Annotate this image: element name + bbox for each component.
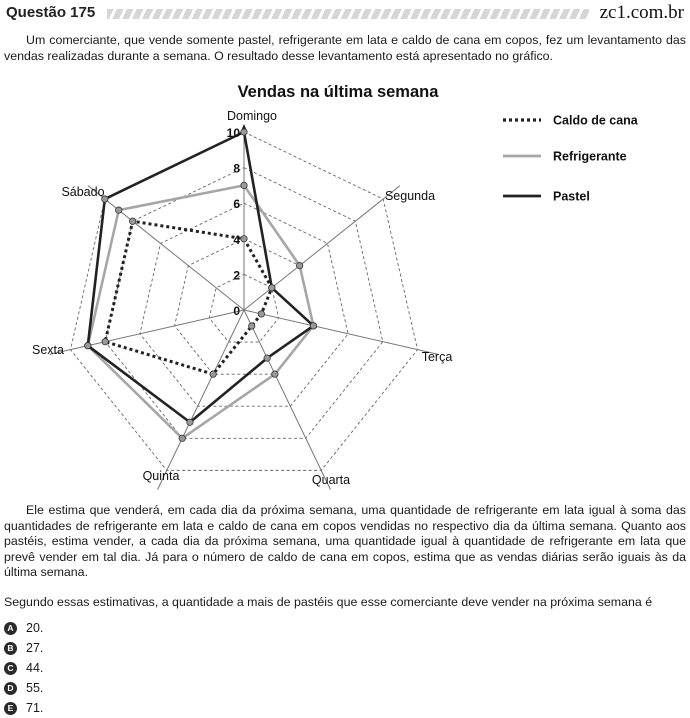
legend-label-refrigerante: Refrigerante xyxy=(553,149,627,164)
option-d-text: 55. xyxy=(26,681,44,695)
estimate-text: Ele estima que venderá, em cada dia da próxima semana, uma quantidade de refrigerante em lata igual à soma das quantidades de refrigerante em lata e caldo de cana em copos vendidas no respectivo dia da última semana. Quanto aos pastéis, estima vender, a cada dia da próxima semana, uma quantidade igual à quantidade de refrigerante em lata que prevê vender em tal dia. Já para o número de caldo de cana em copos, estima que as vendas diárias serão iguais às da última semana. xyxy=(4,503,686,580)
axis-segunda xyxy=(244,186,400,310)
option-e-text: 71. xyxy=(26,701,44,715)
tick-label-2: 2 xyxy=(233,268,240,283)
point-caldo-de-cana-terça xyxy=(258,311,264,317)
axis-sexta xyxy=(50,310,244,354)
point-caldo-de-cana-sexta xyxy=(102,338,108,344)
category-label-sexta: Sexta xyxy=(32,343,64,357)
option-b-badge: B xyxy=(4,642,17,655)
series-caldo-de-cana xyxy=(105,221,272,374)
tick-label-8: 8 xyxy=(233,161,240,176)
legend-label-caldo-de-cana: Caldo de cana xyxy=(553,113,638,128)
category-label-segunda: Segunda xyxy=(384,189,436,203)
tick-label-6: 6 xyxy=(233,197,240,212)
axis-quarta xyxy=(244,310,330,490)
option-d[interactable] xyxy=(4,678,43,698)
tick-label-0: 0 xyxy=(233,304,240,318)
option-d-badge: D xyxy=(4,682,17,695)
option-c-badge: C xyxy=(4,662,17,675)
legend-label-pastel: Pastel xyxy=(553,189,590,204)
point-pastel-terça xyxy=(310,323,316,329)
point-caldo-de-cana-quinta xyxy=(210,371,216,377)
point-refrigerante-quarta xyxy=(272,371,278,377)
header-stripe xyxy=(107,9,589,19)
category-label-domingo: Domingo xyxy=(226,109,278,123)
point-pastel-segunda xyxy=(269,285,275,291)
category-label-quarta: Quarta xyxy=(311,473,351,487)
point-pastel-quinta xyxy=(187,419,193,425)
question-header xyxy=(4,2,686,24)
option-c[interactable] xyxy=(4,658,43,678)
option-e[interactable] xyxy=(4,698,43,718)
option-b-text: 27. xyxy=(26,641,44,655)
axis-quinta xyxy=(158,310,244,490)
point-refrigerante-quinta xyxy=(179,435,185,441)
tick-label-10: 10 xyxy=(226,126,240,140)
site-watermark: zc1.com.br xyxy=(599,2,684,23)
answer-options xyxy=(4,618,43,718)
option-a-text: 20. xyxy=(26,621,44,635)
point-refrigerante-sábado xyxy=(116,207,122,213)
tick-label-4: 4 xyxy=(233,232,240,247)
radar-chart xyxy=(0,78,690,493)
point-pastel-quarta xyxy=(264,355,270,361)
point-refrigerante-domingo xyxy=(241,182,247,188)
option-e-badge: E xyxy=(4,702,17,715)
option-a-badge: A xyxy=(4,622,17,635)
option-c-text: 44. xyxy=(26,661,44,675)
category-label-sábado: Sábado xyxy=(61,185,105,199)
category-label-quinta: Quinta xyxy=(142,469,180,483)
axis-terça xyxy=(244,310,438,354)
point-caldo-de-cana-domingo xyxy=(241,236,247,242)
point-refrigerante-segunda xyxy=(296,262,302,268)
intro-text: Um comerciante, que vende somente pastel, refrigerante em lata e caldo de cana em copos, fez um levantamento das vendas realizadas durante a semana. O resultado desse levantamento está apresentado no gráfico. xyxy=(4,33,686,63)
point-caldo-de-cana-sábado xyxy=(129,218,135,224)
question-prompt: Segundo essas estimativas, a quantidade a mais de pastéis que esse comerciante deve vender na próxima semana é xyxy=(4,595,653,609)
chart-title: Vendas na última semana xyxy=(237,83,439,101)
option-b[interactable] xyxy=(4,638,43,658)
point-caldo-de-cana-quarta xyxy=(249,323,255,329)
point-pastel-domingo xyxy=(241,129,247,135)
axis-sábado xyxy=(88,186,244,310)
category-label-terça: Terça xyxy=(421,350,453,364)
point-pastel-sexta xyxy=(85,342,91,348)
option-a[interactable] xyxy=(4,618,43,638)
question-number: Questão 175 xyxy=(6,4,96,21)
